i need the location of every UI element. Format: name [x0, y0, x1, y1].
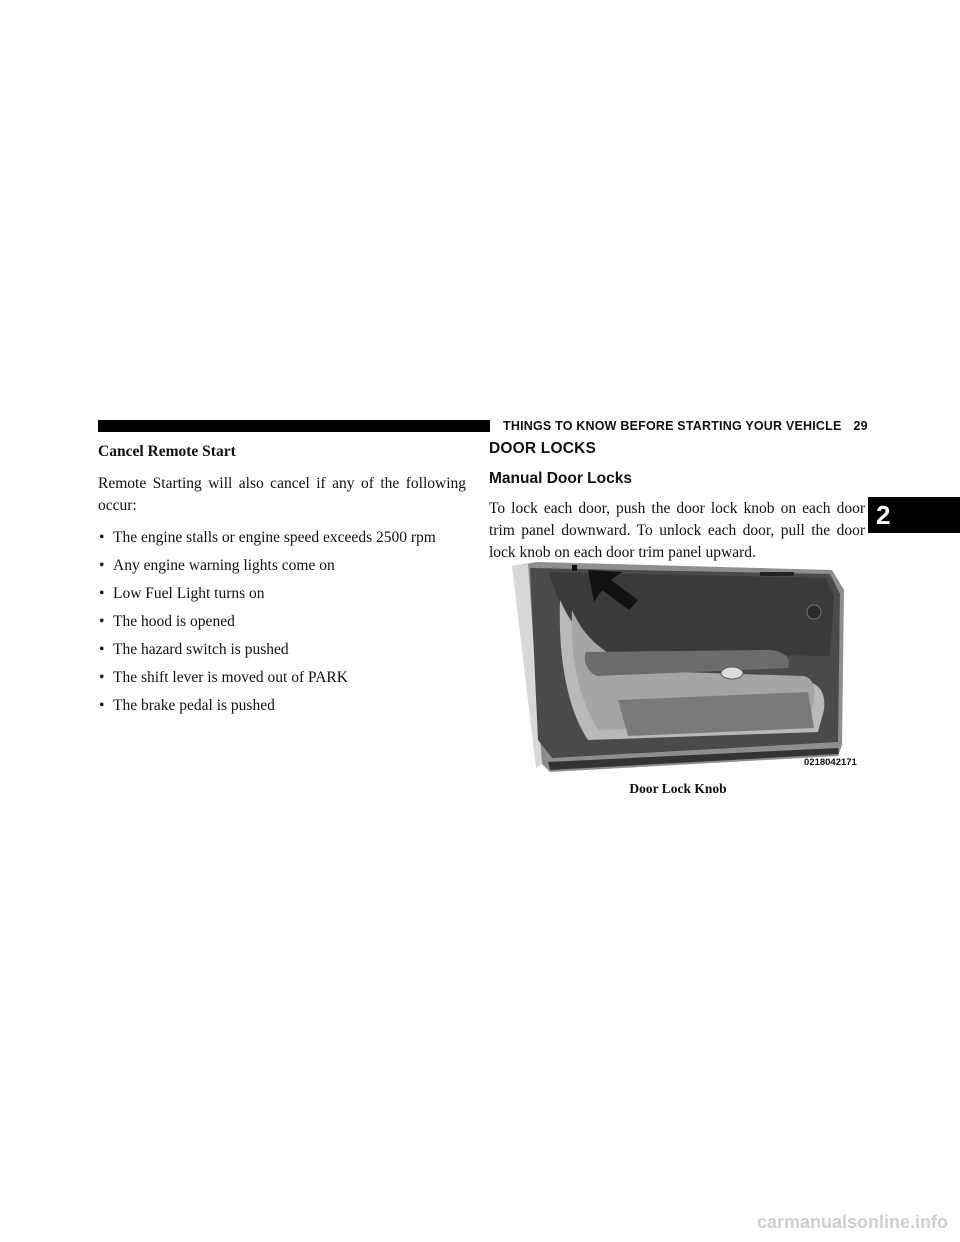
left-column: [98, 443, 466, 723]
bullet-icon: •: [99, 529, 105, 546]
header-rule: [98, 420, 490, 432]
list-item: • The engine stalls or engine speed exceeds 2500 rpm: [98, 527, 466, 549]
watermark-text: carmanualsonline.info: [756, 1212, 948, 1232]
bullet-icon: •: [99, 557, 105, 574]
figure-code: 0218042171: [804, 757, 857, 768]
cancel-intro-paragraph: Remote Starting will also cancel if any of the following occur:: [98, 475, 466, 514]
bullet-icon: •: [99, 613, 105, 630]
door-panel-illustration: [508, 560, 866, 775]
bullet-icon: •: [99, 641, 105, 658]
bullet-icon: •: [99, 669, 105, 686]
cancel-conditions-list: [98, 527, 466, 717]
right-column: [489, 440, 865, 574]
figure-caption: Door Lock Knob: [629, 781, 727, 796]
page-number: 29: [853, 419, 868, 433]
cancel-remote-start-heading: Cancel Remote Start: [98, 443, 236, 460]
list-item: • The hood is opened: [98, 611, 466, 633]
section-title: THINGS TO KNOW BEFORE STARTING YOUR VEHICLE: [503, 419, 842, 433]
door-locks-heading: DOOR LOCKS: [489, 440, 597, 457]
list-item: • The brake pedal is pushed: [98, 695, 466, 717]
manual-door-locks-paragraph: To lock each door, push the door lock knob on each door trim panel downward. To unlock each door, pull the door lock knob on each door trim panel upward.: [489, 500, 865, 561]
bullet-icon: •: [99, 697, 105, 714]
list-item: • The hazard switch is pushed: [98, 639, 466, 661]
running-header: [503, 419, 868, 433]
list-item: • The shift lever is moved out of PARK: [98, 667, 466, 689]
list-item: • Any engine warning lights come on: [98, 555, 466, 577]
bullet-icon: •: [99, 585, 105, 602]
manual-door-locks-heading: Manual Door Locks: [489, 470, 632, 487]
chapter-tab: 2: [868, 497, 960, 533]
list-item: • Low Fuel Light turns on: [98, 583, 466, 605]
